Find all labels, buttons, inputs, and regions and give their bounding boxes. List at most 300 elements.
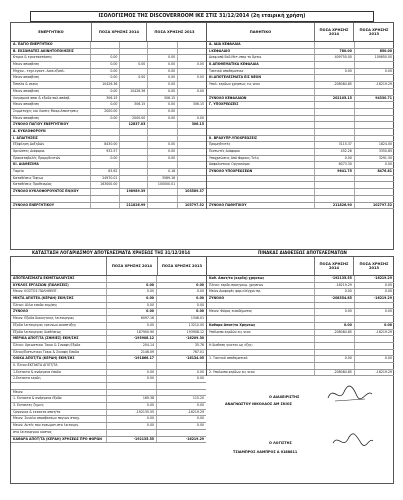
row-label: Πλεον: Χρεωστικοι Τοκοι & Συναφη Εξοδα bbox=[11, 343, 107, 349]
appropriation-row bbox=[207, 363, 394, 370]
row-value bbox=[91, 129, 121, 135]
row-value bbox=[178, 176, 206, 182]
row-value bbox=[355, 303, 394, 309]
row-value: 0.00 bbox=[148, 62, 178, 68]
income-row bbox=[11, 276, 206, 283]
row-label: Καταθέσεις Προθεσμίας bbox=[11, 182, 91, 188]
row-label: ΜΕΡΙΚΑ ΑΠΟΤ/ΤΑ (ΖΗΜΙΕΣ) ΕΚΜ/ΣΗΣ bbox=[11, 336, 107, 342]
row-value: -191866.17 bbox=[107, 356, 157, 362]
row-value: 12837.03 bbox=[120, 122, 148, 128]
assets-row bbox=[11, 49, 206, 56]
row-value bbox=[91, 42, 121, 48]
row-value bbox=[178, 82, 206, 88]
row-label: Μειον αποσβεση bbox=[11, 75, 91, 81]
row-label bbox=[207, 176, 315, 182]
income-row bbox=[11, 296, 206, 303]
row-label: 1. Εκτακτα & ανόργανα έξοδα bbox=[11, 396, 107, 402]
row-value: -16134.05 bbox=[185, 356, 205, 361]
row-label bbox=[207, 89, 315, 95]
row-value: 0.00 bbox=[148, 75, 178, 81]
row-value bbox=[120, 136, 148, 142]
row-value bbox=[120, 196, 148, 202]
assets-row bbox=[11, 203, 206, 210]
liabilities-row bbox=[207, 82, 394, 89]
row-value bbox=[148, 122, 178, 128]
appropriation-row bbox=[207, 356, 394, 363]
income-row bbox=[11, 416, 206, 423]
assets-row bbox=[11, 75, 206, 82]
pl-titles bbox=[10, 249, 392, 256]
row-value bbox=[178, 129, 206, 135]
row-value: 0.00 bbox=[107, 289, 157, 295]
row-value: -16219.29 bbox=[375, 369, 392, 374]
row-value bbox=[120, 142, 148, 148]
income-row bbox=[11, 423, 206, 430]
row-value bbox=[315, 350, 355, 356]
row-value: 211826.99 bbox=[120, 203, 148, 209]
assets-row bbox=[11, 109, 206, 116]
liabilities-row bbox=[207, 196, 394, 203]
income-row bbox=[11, 350, 206, 357]
row-label: Πλεον/Πιστωτικοι Τοκοι & Συναφη Εσοδα bbox=[11, 350, 107, 356]
row-value: 24970.01 bbox=[91, 176, 121, 182]
row-value bbox=[120, 176, 148, 182]
row-value: 0.00 bbox=[91, 75, 121, 81]
row-value: 306.15 bbox=[192, 102, 204, 107]
row-value bbox=[315, 129, 355, 135]
assets-header-2014: ΠΟΣΑ ΧΡΗΣΗΣ 2014 bbox=[92, 23, 147, 41]
row-label: ΚΑΘΑΡΑ ΑΠΟΤ/ΤΑ (ΚΕΡΔΗ) ΧΡΗΣΕΩΣ ΠΡΟ ΦΟΡΩΝ bbox=[11, 437, 107, 443]
income-row bbox=[11, 430, 206, 437]
row-label: Μειον αποσβεση bbox=[11, 62, 91, 68]
row-value bbox=[178, 55, 206, 61]
row-value bbox=[178, 162, 206, 168]
appropriation-row bbox=[207, 289, 394, 296]
row-value: -192135.55 bbox=[315, 276, 355, 282]
row-value: 0.00 bbox=[148, 149, 178, 155]
liabilities-row bbox=[207, 203, 394, 210]
row-value bbox=[178, 49, 206, 55]
row-value: 0.00 bbox=[120, 62, 148, 68]
row-label: Μειον: Φόρος εισοδήματος bbox=[207, 309, 315, 315]
row-label: ΚΥΚΛΟΣ ΕΡΓΑΣΙΩΝ (ΠΩΛΗΣΕΙΣ) bbox=[11, 283, 107, 289]
row-value bbox=[355, 316, 394, 322]
row-value bbox=[178, 196, 206, 202]
row-value: 1346.01 bbox=[190, 316, 205, 321]
row-value bbox=[178, 142, 206, 148]
accountant-signature bbox=[331, 431, 375, 451]
row-value: 0.00 bbox=[148, 89, 178, 95]
row-value: 1824.00 bbox=[378, 142, 392, 147]
row-value: 0.00 bbox=[196, 403, 205, 408]
row-value: 0.00 bbox=[196, 62, 204, 67]
appropriation-rows bbox=[207, 276, 394, 376]
row-value: 932.57 bbox=[91, 149, 121, 155]
liabilities-row bbox=[207, 49, 394, 56]
row-value bbox=[157, 390, 206, 396]
row-value: -208084.85 bbox=[315, 370, 355, 376]
row-value: 8430.00 bbox=[91, 142, 121, 148]
row-label bbox=[207, 196, 315, 202]
row-label: I.ΚΕΦΑΛΑΙΟ bbox=[207, 49, 315, 55]
assets-row bbox=[11, 156, 206, 163]
liabilities-row bbox=[207, 142, 394, 149]
row-label: Μείον Διαφορές φορ.ελέγχου πρ. bbox=[207, 289, 315, 295]
row-value bbox=[148, 162, 178, 168]
row-value: 0.00 bbox=[196, 423, 205, 428]
row-value bbox=[355, 189, 394, 195]
row-label: ΙΙΙ.ΑΠΟΤΕΛΕΣΜΑΤΑ ΕΙΣ ΝΕΟΝ bbox=[207, 75, 315, 81]
row-value: 0.00 bbox=[384, 322, 392, 327]
row-value: 0.00 bbox=[196, 282, 205, 287]
row-value: 0.00 bbox=[196, 376, 205, 381]
row-value: 0.00 bbox=[196, 115, 204, 120]
row-label: ΙΙΙ. ΔΙΑΘΕΣΙΜΑ bbox=[11, 162, 91, 168]
row-label: Λογισμικά απαι & εξοδα πολ.απόσβ. bbox=[11, 96, 91, 102]
row-label: Καθ. Αποτ/τα (κερδη) χρησεως bbox=[207, 276, 315, 282]
row-value: -208084.85 bbox=[315, 330, 355, 336]
row-value bbox=[178, 149, 206, 155]
row-value bbox=[178, 169, 206, 175]
row-value: 0.00 bbox=[148, 82, 178, 88]
row-value: 0.00 bbox=[107, 309, 157, 315]
row-value bbox=[355, 122, 394, 128]
row-label: ΑΠΟΤΕΛΕΣΜΑΤΑ ΕΚΜΕΤΑΛΛΕΥΣΗΣ bbox=[11, 276, 107, 282]
row-value bbox=[315, 182, 355, 188]
row-value: 0.00 bbox=[107, 416, 157, 422]
income-row bbox=[11, 390, 206, 397]
row-label: ΣΥΝΟΛΟ ΕΝΕΡΓΗΤΙΚΟΥ bbox=[11, 203, 91, 209]
appropriation-row bbox=[207, 336, 394, 343]
row-label: Μηχαν.- τεχν.εγκατ.-λοιπ.εξοπλ. bbox=[11, 69, 91, 75]
row-value bbox=[355, 136, 394, 142]
row-label: στο λειτουργικο κοστος bbox=[11, 430, 107, 436]
assets-row bbox=[11, 176, 206, 183]
appropriation-row bbox=[207, 296, 394, 303]
pl-statement-title: ΚΑΤΑΣΤΑΣΗ ΛΟΓΑΡΙΑΣΜΟΥ ΑΠΟΤΕΛΕΣΜΑΤΑ ΧΡΗΣΕΩΣ ΤΗΣ 31/12/2014 bbox=[32, 250, 191, 255]
row-value bbox=[157, 363, 206, 369]
row-value: -193908.12 bbox=[107, 336, 157, 342]
assets-row bbox=[11, 122, 206, 129]
appropriation-row bbox=[207, 283, 394, 290]
row-value: 0.00 bbox=[148, 69, 178, 75]
row-label: Υπόλοιπο κερδών εις νεον bbox=[207, 330, 315, 336]
liabilities-row bbox=[207, 109, 394, 116]
row-value bbox=[91, 122, 121, 128]
row-label bbox=[207, 189, 315, 195]
row-label: Ταμείο bbox=[11, 169, 91, 175]
income-rows bbox=[11, 276, 206, 443]
row-value bbox=[148, 189, 178, 195]
row-value bbox=[148, 136, 178, 142]
row-value: -16219.29 bbox=[375, 82, 392, 87]
row-label: Κτιρια & εγκαταστάσεις bbox=[11, 55, 91, 61]
row-value bbox=[355, 75, 394, 81]
row-label: 2.Εκτακτα κερδη bbox=[11, 376, 107, 382]
row-value bbox=[355, 336, 394, 342]
row-value: 63.62 bbox=[91, 169, 121, 175]
row-label: Υπολ. κερδων χρησεως εις νεον bbox=[207, 82, 315, 88]
assets-row bbox=[11, 82, 206, 89]
row-value: 0.00 bbox=[91, 55, 121, 61]
row-value: 0.00 bbox=[315, 69, 355, 75]
row-label: ΙΙ.ΑΠΟΘΕΜΑΤΙΚΑ ΚΕΦΑΛΑΙΑ bbox=[207, 62, 315, 68]
row-value: 0.00 bbox=[107, 376, 157, 382]
row-value bbox=[91, 189, 121, 195]
row-value bbox=[107, 363, 157, 369]
row-value: 198989.39 bbox=[120, 189, 148, 195]
assets-rows bbox=[11, 42, 206, 209]
row-value: 187900.90 bbox=[107, 330, 157, 336]
row-value: 163000.00 bbox=[91, 182, 121, 188]
liabilities-row bbox=[207, 176, 394, 183]
appropriation-row bbox=[207, 303, 394, 310]
row-label: ΙΙ. Πλεον:ΕΚΤΑΚΤΑ ΑΠΟΤ/ΤΑ bbox=[11, 363, 107, 369]
row-value: 94330.71 bbox=[375, 95, 392, 100]
row-value: 409750.00 bbox=[315, 55, 355, 61]
income-row bbox=[11, 289, 206, 296]
appropriation-title: ΠΙΝΑΚΑΣ ΔΙΑΘΕΣΕΩΣ ΑΠΟΤΕΛΕΣΜΑΤΩΝ bbox=[258, 250, 347, 255]
assets-row bbox=[11, 142, 206, 149]
liabilities-header-2014: ΠΟΣΑ ΧΡΗΣΗΣ 2014 bbox=[315, 23, 354, 41]
assets-header bbox=[11, 23, 206, 42]
row-label: Προμηθευτές bbox=[207, 142, 315, 148]
row-value: 0.00 bbox=[148, 109, 178, 115]
row-value: 0.00 bbox=[196, 296, 205, 301]
row-label bbox=[207, 116, 315, 122]
liabilities-row bbox=[207, 102, 394, 109]
liabilities-row bbox=[207, 122, 394, 129]
liabilities-row bbox=[207, 42, 394, 49]
row-value: 0.00 bbox=[315, 289, 355, 295]
appropriation-header-2013: ΠΟΣΑ ΧΡΗΣΗΣ 2013 bbox=[359, 262, 389, 270]
row-value: -16219.29 bbox=[375, 329, 392, 334]
income-row bbox=[11, 283, 206, 290]
accountant-name: ΤΣΙΑΜΠΡΟΣ ΛΑΜΠΡΟΣ Α 0188811 bbox=[233, 450, 298, 454]
income-row bbox=[11, 403, 206, 410]
row-value: 0.00 bbox=[91, 89, 121, 95]
row-value: 169.38 bbox=[107, 396, 157, 402]
row-value bbox=[355, 182, 394, 188]
row-value bbox=[120, 162, 148, 168]
row-value bbox=[120, 69, 148, 75]
row-value bbox=[91, 196, 121, 202]
assets-row bbox=[11, 196, 206, 203]
income-row bbox=[11, 370, 206, 377]
row-value: 0.00 bbox=[315, 356, 355, 362]
row-value: 0.00 bbox=[91, 62, 121, 68]
row-value: 103589.37 bbox=[185, 189, 204, 194]
income-row bbox=[11, 396, 206, 403]
row-value bbox=[315, 116, 355, 122]
row-label: Προκαταβολές Προμηθευτών bbox=[11, 156, 91, 162]
row-value: 0.00 bbox=[196, 309, 205, 314]
row-label bbox=[207, 122, 315, 128]
liabilities-row bbox=[207, 149, 394, 156]
row-value: 0.00 bbox=[384, 289, 392, 294]
row-value bbox=[315, 75, 355, 81]
row-label: ΣΥΝΟΛΟ ΠΑΘΗΤΙΚΟΥ bbox=[207, 203, 315, 209]
row-value: 0.00 bbox=[148, 116, 178, 122]
row-value: 0.00 bbox=[384, 282, 392, 287]
row-label: ΣΥΝΟΛΟ ΥΠΟΧΡΕΩΣΕΩΝ bbox=[207, 169, 315, 175]
assets-row bbox=[11, 162, 206, 169]
income-row bbox=[11, 383, 206, 390]
row-value bbox=[315, 89, 355, 95]
liabilities-row bbox=[207, 96, 394, 103]
row-value bbox=[315, 196, 355, 202]
accountant-title: Ο ΛΟΓΙΣΤΗΣ bbox=[269, 441, 292, 445]
row-value: 0.00 bbox=[107, 370, 157, 376]
row-label: Ι. ΑΠΑΙΤΗΣΕΙΣ bbox=[11, 136, 91, 142]
row-value: 306.15 bbox=[120, 102, 148, 108]
row-value bbox=[355, 176, 394, 182]
appropriation-header-2014: ΠΟΣΑ ΧΡΗΣΗΣ 2014 bbox=[315, 257, 354, 275]
row-value: 102797.52 bbox=[373, 202, 392, 207]
row-value bbox=[148, 203, 178, 209]
row-label: Μειον: ΚΟΣΤΟΣ ΠΩΛΗΘΕΝΤ. bbox=[11, 289, 107, 295]
row-label: Μειον αποσβεση bbox=[11, 116, 91, 122]
row-label: ΣΥΝΟΛΟ ΚΥΚΛΟΦΟΡΟΥΝΤΟΣ ΕΝ/ΚΟΥ bbox=[11, 189, 91, 195]
income-row bbox=[11, 330, 206, 337]
income-row bbox=[11, 303, 206, 310]
row-value bbox=[120, 169, 148, 175]
appropriation-row bbox=[207, 276, 394, 283]
appropriation-column bbox=[206, 257, 394, 454]
row-label: Α. ΠΑΓΙΟ ΕΝΕΡΓΗΤΙΚΟ bbox=[11, 42, 91, 48]
row-value bbox=[178, 182, 206, 188]
row-value bbox=[315, 176, 355, 182]
row-value: 306.15 bbox=[191, 122, 204, 127]
row-value: 0.00 bbox=[384, 356, 392, 361]
liabilities-row bbox=[207, 136, 394, 143]
row-label: Διαφ.από Εκδ.Μετ.υπερ το Άρτιο bbox=[207, 55, 315, 61]
row-value bbox=[120, 149, 148, 155]
appropriation-row bbox=[207, 330, 394, 337]
assets-row bbox=[11, 89, 206, 96]
row-value: 0.00 bbox=[107, 323, 157, 329]
row-label: Πλεον: κερδη προηγουμ. χρησεων bbox=[207, 283, 315, 289]
liabilities-row bbox=[207, 162, 394, 169]
appropriation-row bbox=[207, 316, 394, 323]
liabilities-row bbox=[207, 69, 394, 76]
row-label: 1.Εκτακτα & ανόργανα έσοδα bbox=[11, 370, 107, 376]
row-value bbox=[178, 109, 206, 115]
row-value: 0.00 bbox=[384, 309, 392, 314]
row-value: 115.20 bbox=[192, 396, 205, 401]
row-label bbox=[207, 129, 315, 135]
row-label: Μειον αποσβεση bbox=[11, 102, 91, 108]
row-value bbox=[178, 69, 206, 75]
row-value: 850.00 bbox=[379, 48, 392, 53]
row-label: Μειον: Εξοδα διοικητικης λειτουργιας bbox=[11, 316, 107, 322]
appropriation-row bbox=[207, 370, 394, 377]
income-row bbox=[11, 410, 206, 417]
row-label bbox=[207, 109, 315, 115]
row-value: 0.00 bbox=[315, 323, 355, 329]
row-value: -16219.29 bbox=[373, 296, 392, 301]
row-value bbox=[157, 430, 206, 436]
row-value bbox=[120, 109, 148, 115]
row-value: 0.00 bbox=[196, 75, 204, 80]
row-value bbox=[91, 203, 121, 209]
row-value: 0.00 bbox=[315, 156, 355, 162]
row-value: 6073.30 bbox=[315, 162, 355, 168]
row-label: Μειον: Αυτές που ενσωματ.στο λειτουργ. bbox=[11, 423, 107, 429]
row-label bbox=[207, 350, 315, 356]
row-value: 0.00 bbox=[315, 309, 355, 315]
row-value bbox=[355, 109, 394, 115]
row-value bbox=[315, 102, 355, 108]
row-value bbox=[355, 62, 394, 68]
row-value bbox=[157, 276, 206, 282]
row-value bbox=[148, 42, 178, 48]
row-value: -16209.30 bbox=[185, 336, 205, 341]
liabilities-row bbox=[207, 156, 394, 163]
row-value bbox=[107, 430, 157, 436]
row-value bbox=[107, 383, 157, 389]
row-value: 0.00 bbox=[196, 369, 205, 374]
row-value bbox=[355, 102, 394, 108]
row-value bbox=[315, 343, 355, 349]
row-label: Οργανικα & εκτακτα αποτ/τα bbox=[11, 410, 107, 416]
row-value bbox=[120, 49, 148, 55]
row-value: 3350.85 bbox=[378, 149, 392, 153]
row-value bbox=[315, 136, 355, 142]
row-value: 0.00 bbox=[91, 102, 121, 108]
row-value: -16219.29 bbox=[315, 283, 355, 289]
row-value: 10426.36 bbox=[120, 89, 148, 95]
row-label: ΣΥΝΟΛΟ bbox=[207, 296, 315, 302]
row-label: Εξοδα λειτουργιας ερευνων-αναπτυξης bbox=[11, 323, 107, 329]
row-value: 0.00 bbox=[148, 102, 178, 108]
row-value: 0.00 bbox=[196, 289, 205, 294]
row-value bbox=[315, 62, 355, 68]
income-statement-column bbox=[11, 257, 206, 443]
row-label: ΙΙ. ΒΡΑΧΥΠΡ.ΥΠΟΧΡΕΩΣΕΙΣ bbox=[207, 136, 315, 142]
appropriation-header bbox=[207, 257, 394, 276]
row-value: 103797.52 bbox=[185, 202, 204, 207]
assets-row bbox=[11, 136, 206, 143]
row-value bbox=[178, 156, 206, 162]
row-value bbox=[107, 276, 157, 282]
row-label bbox=[207, 316, 315, 322]
appropriation-row bbox=[207, 343, 394, 350]
appropriation-row bbox=[207, 350, 394, 357]
row-label: Η διαθεση γινεται ως εξης: bbox=[207, 343, 315, 349]
row-value bbox=[120, 55, 148, 61]
assets-row bbox=[11, 129, 206, 136]
row-value: 6097.16 bbox=[107, 316, 157, 322]
row-value bbox=[107, 390, 157, 396]
row-value: 306.15 bbox=[91, 96, 121, 102]
row-value bbox=[315, 336, 355, 342]
liabilities-row bbox=[207, 169, 394, 176]
row-label: Δ. ΚΥΚΛΟΦΟΡΟΥΝ bbox=[11, 129, 91, 135]
assets-row bbox=[11, 189, 206, 196]
row-value: 193908.12 bbox=[186, 329, 205, 334]
row-label: ΣΥΝΟΛΟ ΚΕΦΑΛΑΙΩΝ bbox=[207, 96, 315, 102]
row-value: 8476.81 bbox=[377, 169, 392, 174]
row-value bbox=[148, 129, 178, 135]
row-value bbox=[120, 42, 148, 48]
row-label: Τακτικό αποθεματικο bbox=[207, 69, 315, 75]
row-label: Α. ΙΔΙΑ ΚΕΦΑΛΑΙΑ bbox=[207, 42, 315, 48]
row-value bbox=[315, 109, 355, 115]
row-label: Μειον αποσβεση bbox=[11, 89, 91, 95]
row-value: 452.26 bbox=[315, 149, 355, 155]
row-value: 0.00 bbox=[107, 283, 157, 289]
